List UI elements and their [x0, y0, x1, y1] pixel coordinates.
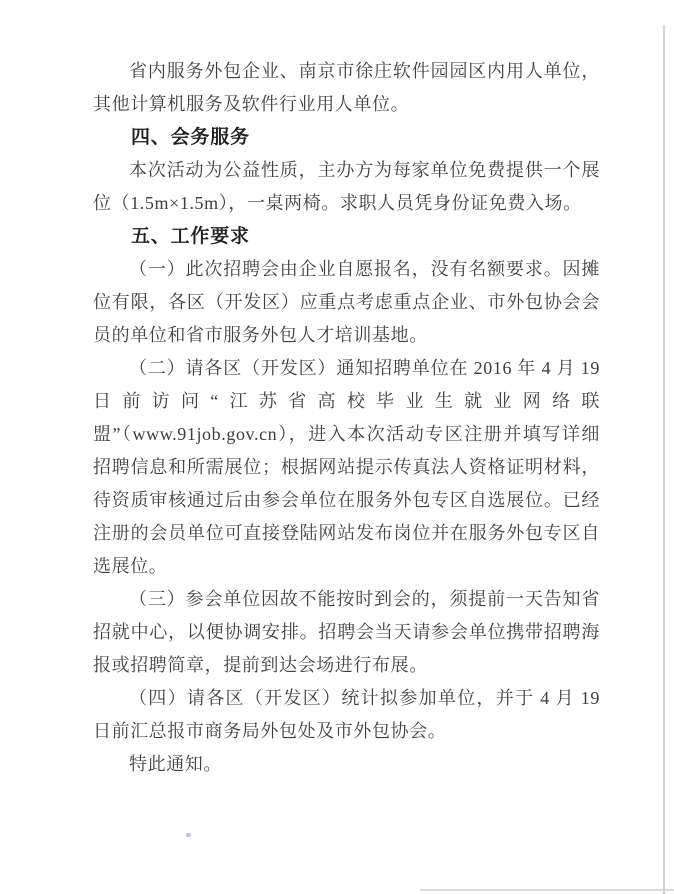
scan-page-edge-right — [663, 25, 665, 894]
paragraph-target-units: 省内服务外包企业、南京市徐庄软件园园区内用人单位，其他计算机服务及软件行业用人单位。 — [93, 61, 600, 114]
scan-page-edge-bottom — [420, 889, 674, 891]
section-heading-work-requirements: 五、工作要求 — [131, 226, 250, 247]
paragraph-item-1-registration: （一）此次招聘会由企业自愿报名，没有名额要求。因摊位有限，各区（开发区）应重点考虑重点企业、市外包协会会员的单位和省市服务外包人才培训基地。 — [93, 259, 600, 345]
paragraph-item-3-attendance: （三）参会单位因故不能按时到会的，须提前一天告知省招就中心，以便协调安排。招聘会当天请参会单位携带招聘海报或招聘简章，提前到达会场进行布展。 — [93, 589, 600, 675]
paragraph-free-booth: 本次活动为公益性质，主办方为每家单位免费提供一个展位（1.5m×1.5m），一桌两椅。求职人员凭身份证免费入场。 — [93, 160, 600, 213]
notice-body — [93, 55, 600, 781]
section-heading-conference-services: 四、会务服务 — [131, 127, 250, 148]
paragraph-closing-notice: 特此通知。 — [129, 754, 222, 774]
paragraph-item-4-summary: （四）请各区（开发区）统计拟参加单位，并于 4 月 19 日前汇总报市商务局外包处及市外包协会。 — [93, 688, 600, 741]
scan-speck-artifact — [186, 833, 191, 837]
paragraph-item-2-website: （二）请各区（开发区）通知招聘单位在 2016 年 4 月 19 日前访问“江苏省高校毕业生就业网络联盟”（www.91job.gov.cn），进入本次活动专区注册并填写详细招聘信息和所需展位；根据网站提示传真法人资格证明材料，待资质审核通过后由参会单位在服务外包专区自选展位。已经注册的会员单位可直接登陆网站发布岗位并在服务外包专区自选展位。 — [93, 358, 600, 576]
